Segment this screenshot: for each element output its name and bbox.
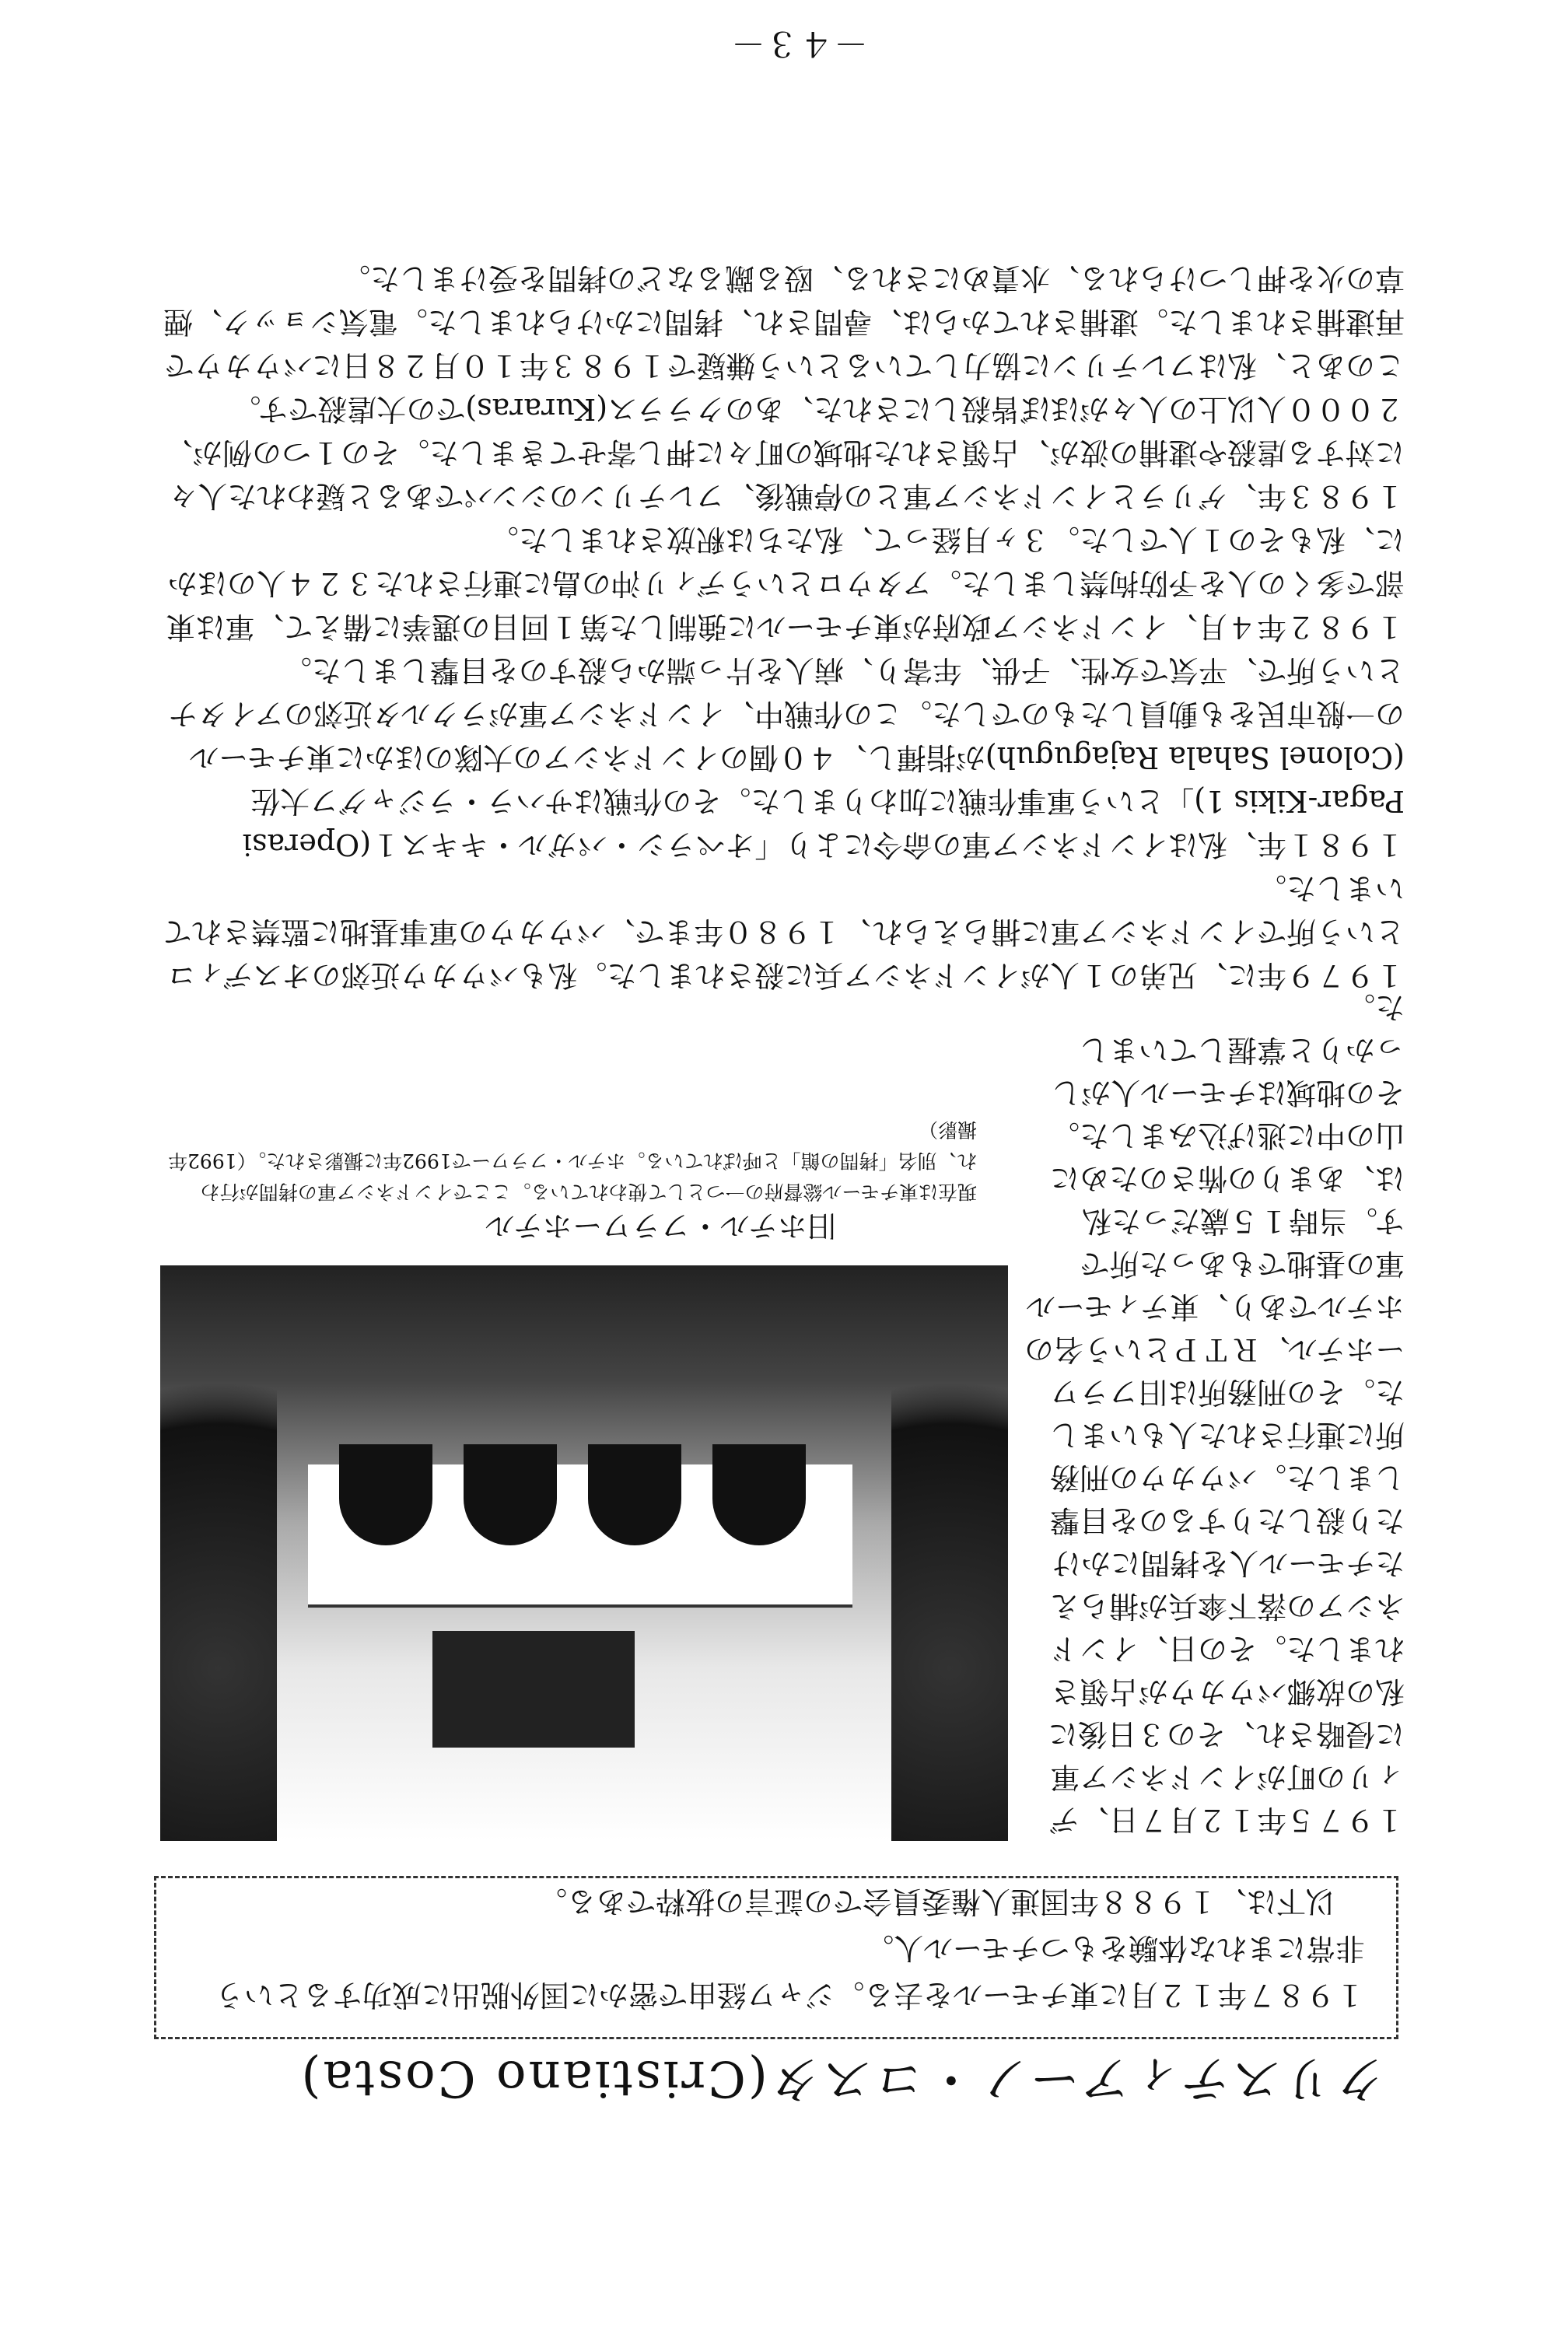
photo-title: 旧ホテル・フラワーホテル [485,1209,837,1243]
side-paragraph: １９７５年１２月７日、ディリの町がインドネシア軍に侵略され、その３日後に私の故郷バウカウが占領されました。その日、インドネシアの落下傘兵が捕らえたチモール人を拷問にかけたり殺したりするのを目撃しました。バウカウの刑務所に連行された人もいました。その刑務所は旧フラワーホテル、ＲＴＰという名のホテルであり、東ティモール軍の基地でもあった所です。当時１５歳だった私は、あまりの怖さのために山の中に逃げ込みました。その地域はチモール人がしっかりと掌握していました。 [1024,990,1405,1837]
paragraph: １９７９年に、兄弟の１人がインドネシア兵に殺されました。私もバウカウ近郊のオスディコという所でインドネシア軍に捕らえられ、１９８０年まで、バウカウの軍事基地に監禁されていました。 [162,871,1405,992]
paragraph: １９８１年、私はインドネシア軍の命令により「オペラシ・パガル・キキス１(Operasi Pagar-Kikis 1)」という軍事作戦に加わりました。その作戦はサハラ・ラジャグフ大佐(Colonel Sahala Rajaguguh)が指揮し、４０個のインドネシアの大隊のほかに東チモールの一般市民をも動員したものでした。この作戦中、インドネシア軍がラクルタ近郊のアイタナという所で、平気で女性、子供、年寄り、病人を片っ端から殺すのを目撃しました。 [168,653,1405,862]
intro-text: 以下は、１９８８年国連人権委員会での証言の抜粋である。 [537,1884,1335,1919]
page-number: －４３－ [731,23,868,63]
page-title: クリスティアーノ・コスタ(Cristiano Costa) [299,2049,1384,2107]
intro-text: １９８７年１２月に東チモールを去る。ジャワ経由で密かに国外脱出に成功するという非常にまれな体験をもつチモール人。 [215,1931,1365,2012]
tree-shape [160,1265,277,1841]
intro-box [154,1876,1398,2039]
side-column [1024,985,1405,1841]
tower-shape [432,1631,635,1748]
paragraph: このあと、私はフレテリンに協力しているという嫌疑で１９８３年１０月２８日にバウカウで再逮捕されました。逮捕されてからは、尋問され、拷問にかけられました。電気ショック、煙草の火を押しつけられる、水責めにされる、殴る蹴るなどの拷問を受けました。 [163,261,1405,383]
photo-caption [168,1114,977,1207]
paragraph: １９８３年、ゲリラとインドネシア軍との停戦後、フレテリンのシンパであると疑われた人々に対する虐殺や逮捕の波が、占領された地域の町々に押し寄せてきました。その１つの例が、２０００人以上の人々がほぼ皆殺しにされた、あのクララス(Kuraras)での大虐殺です。 [163,392,1405,513]
photo-hotel-flower [160,1265,1008,1841]
arch-shape [464,1444,557,1545]
paragraph: １９８２年４月、インドネシア政府が東チモールに強制した第１回目の選挙に備えて、軍は東部で多くの人を予防拘禁しました。アタウロというディリ沖の島に連行された３２４人のほかに、私もその１人でした。３ヶ月経って、私たちは釈放されました。 [166,523,1405,644]
caption-line: 現在は東チモール総督府の一つとして使われている。ここでインドネシア軍の拷問が行われ、別名「拷問の館」と呼ばれている。ホテル・フラワーで1992年に撮影された。（1992年撮影） [168,1118,977,1203]
tree-shape [891,1265,1008,1841]
arch-shape [712,1444,806,1545]
arch-shape [588,1444,681,1545]
body-text [160,257,1405,997]
arch-shape [339,1444,432,1545]
